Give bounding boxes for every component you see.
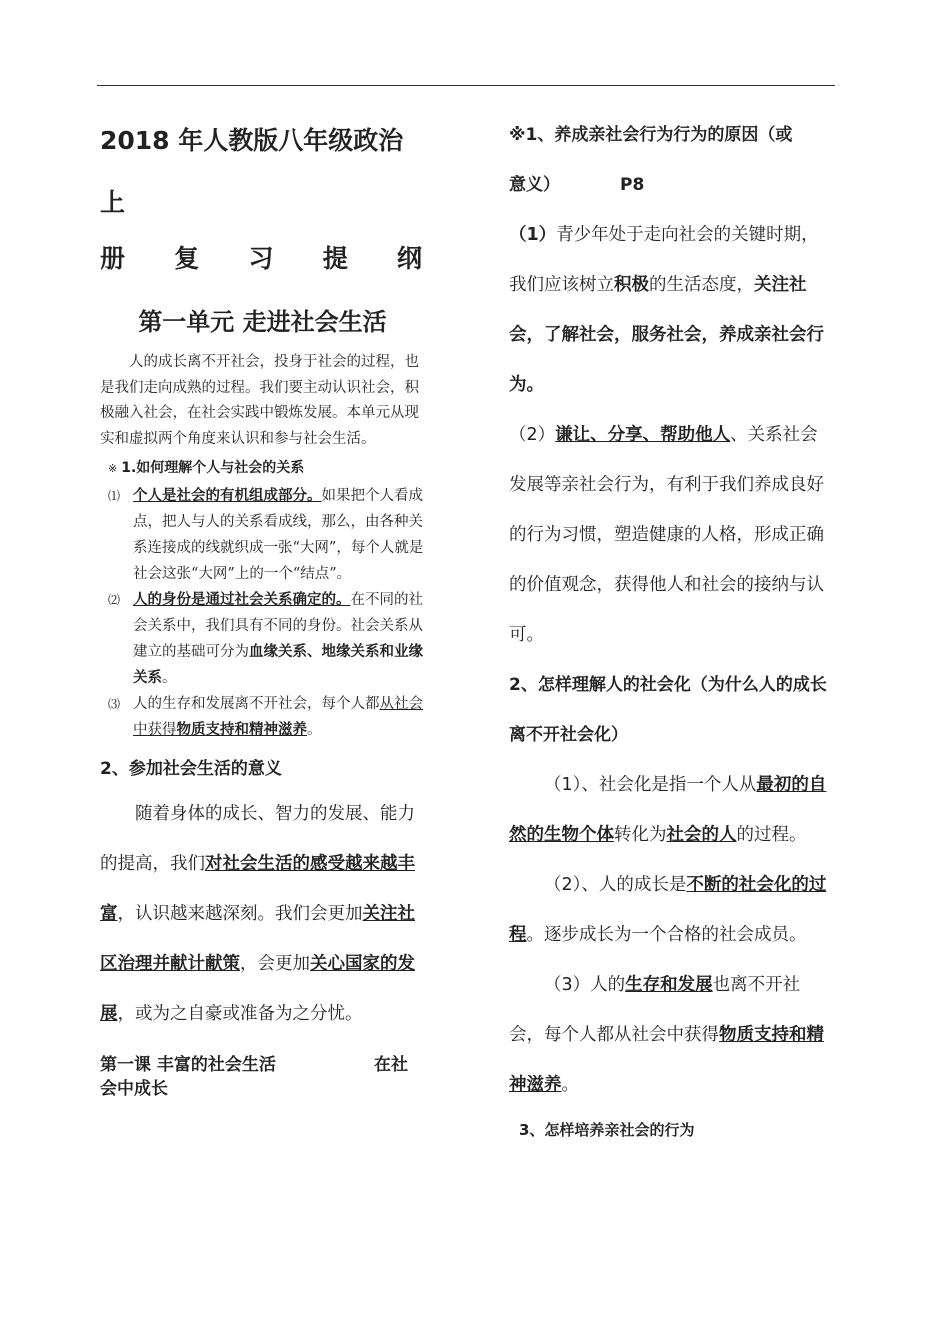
item-rest: 如果把个人看成点，把人与人的关系看成线，那么，由各种关系连接成的线就织成一张“大网”，每个人就是社会这张“大网”上的一个“结点”。	[133, 488, 424, 582]
key-point: 人的身份是通过社会关系确定的。	[133, 592, 351, 608]
section-2-paragraph	[100, 789, 425, 1039]
item-number: ⑴	[108, 489, 121, 503]
item-label: （1）	[544, 775, 582, 795]
item-label: （2）	[509, 425, 556, 445]
right-question-2-heading: 2、怎样理解人的社会化（为什么人的成长离不开社会化）	[509, 675, 827, 745]
text-run: ，或为之自豪或准备为之分忧。	[117, 1004, 363, 1024]
title-char: 纲	[396, 244, 422, 273]
text-run: 、社会化是指一个人从	[581, 775, 757, 795]
question-line: ※1、养成亲社会行为行为的原因（或	[509, 125, 793, 145]
list-item	[108, 587, 425, 691]
key-point: 个人是社会的有机组成部分。	[133, 488, 322, 504]
relation-types: 血缘关系、地缘关系和业缘关系	[133, 644, 423, 686]
key-point: 最初的自然的生物个体	[509, 775, 827, 845]
text-run: 。	[561, 1075, 579, 1095]
lesson-title: 第一课 丰富的社会生活	[100, 1055, 276, 1075]
key-point: 谦让、分享、帮助他人	[555, 425, 731, 445]
section-2-heading: 2、参加社会生活的意义	[100, 759, 282, 779]
list-item	[108, 483, 425, 587]
socialization-2	[509, 860, 829, 960]
right-question-3-heading: 3、怎样培养亲社会的行为	[519, 1121, 695, 1139]
reason-1	[509, 210, 829, 410]
text-run: 随着身体的成长、智力的发展、能力的提高，我们	[100, 804, 415, 874]
key-point: 关注社会，了解社会，服务社会，养成亲社会行为。	[509, 275, 824, 395]
text-run: ，认识越来越深刻。我们会更加	[117, 904, 363, 924]
list-item	[108, 691, 425, 743]
item-text	[133, 587, 425, 691]
lesson-heading	[100, 1053, 425, 1101]
right-question-1-heading	[509, 110, 829, 210]
title-char: 册	[100, 244, 126, 273]
key-point: 关注社区治理并献计献策	[100, 904, 415, 974]
page-reference: P8	[620, 175, 645, 195]
text-run: 转化为	[614, 825, 667, 845]
item-number: ⑶	[108, 697, 121, 711]
key-point: 社会的人	[666, 825, 737, 845]
left-column	[100, 110, 425, 1101]
unit-intro: 人的成长离不开社会，投身于社会的过程，也是我们走向成熟的过程。我们要主动认识社会，积极融入社会，在社会实践中锻炼发展。本单元从现实和虚拟两个角度来认识和参与社会生活。	[100, 354, 419, 447]
text-run: 。逐步成长为一个合格的社会成员。	[526, 925, 807, 945]
title-char: 复	[174, 244, 200, 273]
item-pre: 人的生存和发展离不开社会，每个人都	[133, 696, 380, 712]
item-label: （3）	[544, 975, 591, 995]
document-title: 2018 年人教版八年级政治上	[100, 126, 404, 217]
text-run: 的过程。	[736, 825, 807, 845]
socialization-1	[509, 760, 829, 860]
key-point: 生存和发展	[625, 975, 713, 995]
lesson-subtitle-start: 在社	[374, 1055, 408, 1075]
title-char: 习	[248, 244, 274, 273]
item-label: （1）	[509, 225, 557, 245]
item-end: 。	[162, 670, 177, 686]
lesson-subtitle-end: 会中成长	[100, 1079, 168, 1099]
socialization-3	[509, 960, 829, 1110]
item-text	[133, 483, 425, 587]
unit-title: 第一单元 走进社会生活	[138, 308, 387, 336]
top-rule	[97, 85, 835, 86]
underlined-text: 从社会中获得	[133, 696, 423, 738]
key-point: 关心国家的发展	[100, 954, 415, 1024]
text-run: ，会更加	[240, 954, 310, 974]
question-line-text: 意义）	[509, 175, 560, 195]
text-run: 、关系社会发展等亲社会行为，有利于我们养成良好的行为习惯，塑造健康的人格，形成正确的价值观念，获得他人和社会的接纳与认可。	[509, 425, 824, 645]
text-run: 、人的成长是	[581, 875, 687, 895]
key-point: 对社会生活的感受越来越丰富	[100, 854, 415, 924]
item-text	[133, 691, 425, 743]
key-point: 物质支持和精神滋养	[176, 722, 307, 738]
item-number: ⑵	[108, 593, 121, 607]
text-run: 的生活态度，	[649, 275, 754, 295]
item-rest: 在不同的社会关系中，我们具有不同的身份。社会关系从建立的基础可分为	[133, 592, 423, 660]
question-1-title: 1.如何理解个人与社会的关系	[121, 460, 305, 476]
item-label: （2）	[544, 875, 582, 895]
key-point: 物质支持和精神滋养	[509, 1025, 824, 1095]
key-word: 积极	[614, 275, 649, 295]
key-point: 不断的社会化的过程	[509, 875, 827, 945]
text-run: 人的	[590, 975, 626, 995]
question-1-heading	[108, 456, 425, 481]
right-column	[509, 110, 829, 1150]
item-end: 。	[307, 722, 322, 738]
question-line-2	[509, 160, 829, 210]
reason-2	[509, 410, 829, 660]
title-char: 提	[322, 244, 348, 273]
text-run: 也离不开社会，每个人都从社会中获得	[509, 975, 801, 1045]
star-mark: ※	[108, 462, 118, 475]
text-run: 青少年处于走向社会的关键时期，我们应该树立	[509, 225, 819, 295]
document-title-line2	[100, 234, 422, 284]
